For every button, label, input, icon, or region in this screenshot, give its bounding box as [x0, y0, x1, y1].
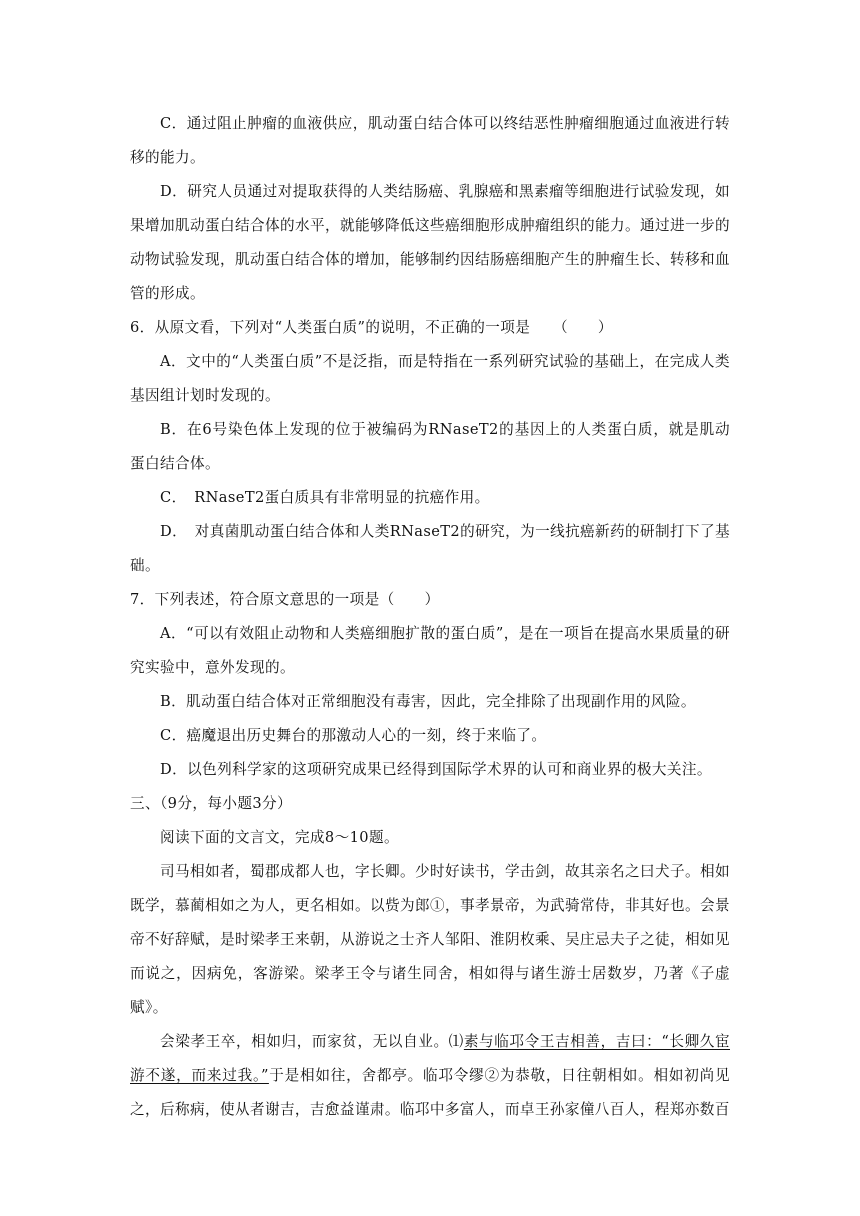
- underlined-sentence-1: 素与临邛令王吉相善，吉曰：“长卿久宦游不遂，而来过我。”: [130, 1033, 730, 1084]
- paragraph-2-rest: 于是相如往，舍都亭。临邛令缪②为恭敬，日往朝相如。相如初尚见之，后称病，使从者谢吉，吉愈益谨肃。临邛中多富人，而卓王孙家僮八百人，程郑亦数百: [130, 1067, 730, 1118]
- option-b-q6: B．在6号染色体上发现的位于被编码为RNaseT2的基因上的人类蛋白质，就是肌动蛋白结合体。: [130, 421, 730, 472]
- section-3-heading: 三、（9分，每小题3分）: [130, 795, 293, 812]
- option-c-q7: C．癌魔退出历史舞台的那激动人心的一刻，终于来临了。: [160, 727, 547, 744]
- option-b-q7: B．肌动蛋白结合体对正常细胞没有毒害，因此，完全排除了出现副作用的风险。: [160, 693, 696, 710]
- option-c-q5: C．通过阻止肿瘤的血液供应，肌动蛋白结合体可以终结恶性肿瘤细胞通过血液进行转移的能力。: [130, 115, 730, 166]
- document-body: [130, 107, 730, 1127]
- question-7: 7．下列表述，符合原文意思的一项是（ ）: [130, 591, 440, 608]
- section-3-instruction: 阅读下面的文言文，完成8～10题。: [160, 829, 399, 846]
- option-d-q7: D．以色列科学家的这项研究成果已经得到国际学术界的认可和商业界的极大关注。: [160, 761, 712, 778]
- option-a-q7: A．“可以有效阻止动物和人类癌细胞扩散的蛋白质”，是在一项旨在提高水果质量的研究实验中，意外发现的。: [130, 625, 730, 676]
- classical-text-paragraph-2: [130, 1025, 730, 1127]
- paragraph-2-lead: 会梁孝王卒，相如归，而家贫，无以自业。⑴: [160, 1033, 464, 1050]
- classical-text-paragraph-1: 司马相如者，蜀郡成都人也，字长卿。少时好读书，学击剑，故其亲名之曰犬子。相如既学，慕蔺相如之为人，更名相如。以赀为郎①，事孝景帝，为武骑常侍，非其好也。会景帝不好辞赋，是时梁孝王来朝，从游说之士齐人邹阳、淮阴枚乘、吴庄忌夫子之徒，相如见而说之，因病免，客游梁。梁孝王令与诸生同舍，相如得与诸生游士居数岁，乃著《子虚赋》。: [130, 863, 730, 1016]
- option-a-q6: A．文中的“人类蛋白质”不是泛指，而是特指在一系列研究试验的基础上，在完成人类基因组计划时发现的。: [130, 353, 730, 404]
- option-c-q6: C． RNaseT2蛋白质具有非常明显的抗癌作用。: [160, 489, 490, 506]
- option-d-q6: D． 对真菌肌动蛋白结合体和人类RNaseT2的研究，为一线抗癌新药的研制打下了基础。: [130, 523, 731, 574]
- option-d-q5: D．研究人员通过对提取获得的人类结肠癌、乳腺癌和黑素瘤等细胞进行试验发现，如果增加肌动蛋白结合体的水平，就能够降低这些癌细胞形成肿瘤组织的能力。通过进一步的动物试验发现，肌动蛋白结合体的增加，能够制约因结肠癌细胞产生的肿瘤生长、转移和血管的形成。: [130, 183, 730, 302]
- question-6: 6．从原文看，下列对“人类蛋白质”的说明，不正确的一项是 （ ）: [130, 319, 613, 336]
